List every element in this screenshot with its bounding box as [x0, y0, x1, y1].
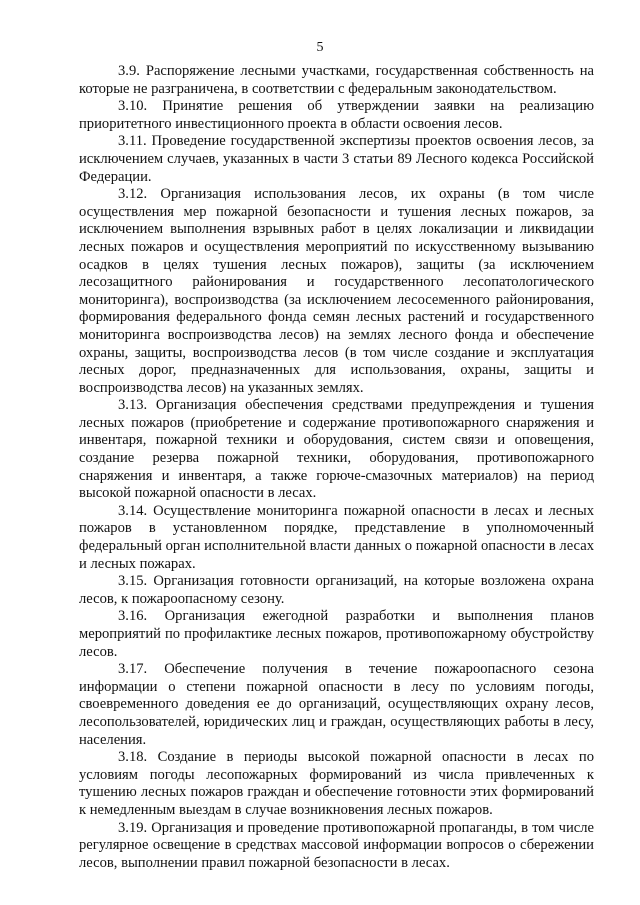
paragraph-3-10: 3.10. Принятие решения об утверждении заявки на реализацию приоритетного инвестиционного проекта в области освоения лесов. [79, 98, 594, 132]
paragraph-3-9: 3.9. Распоряжение лесными участками, государственная собственность на которые не разграничена, в соответствии с федеральным законодательством. [79, 63, 594, 97]
paragraph-3-14: 3.14. Осуществление мониторинга пожарной опасности в лесах и лесных пожаров в установленном порядке, представление в уполномоченный федеральный орган исполнительной власти данных о пожарной опасности в лесах и лесных пожарах. [79, 502, 594, 572]
paragraph-3-15: 3.15. Организация готовности организаций, на которые возложена охрана лесов, к пожароопасному сезону. [79, 573, 594, 607]
document-body [79, 63, 594, 872]
paragraph-3-16: 3.16. Организация ежегодной разработки и выполнения планов мероприятий по профилактике лесных пожаров, противопожарному обустройству лесов. [79, 608, 594, 660]
paragraph-3-13: 3.13. Организация обеспечения средствами предупреждения и тушения лесных пожаров (приобретение и содержание противопожарного снаряжения и инвентаря, пожарной техники и оборудования, систем связи и оповещения, создание резерва пожарной техники, оборудования, противопожарного снаряжения и инвентаря, а также горюче-смазочных материалов) на период высокой пожарной опасности в лесах. [79, 397, 594, 502]
paragraph-3-17: 3.17. Обеспечение получения в течение пожароопасного сезона информации о степени пожарной опасности в лесу по условиям погоды, своевременного доведения ее до организаций, осуществляющих охрану лесов, лесопользователей, юридических лиц и граждан, осуществляющих работы в лесу, населения. [79, 661, 594, 748]
paragraph-3-19: 3.19. Организация и проведение противопожарной пропаганды, в том числе регулярное освещение в средствах массовой информации вопросов о сбережении лесов, выполнении правил пожарной безопасности в лесах. [79, 819, 594, 871]
page-number: 5 [316, 40, 324, 55]
paragraph-3-18: 3.18. Создание в периоды высокой пожарной опасности в лесах по условиям погоды лесопожарных формирований из числа привлеченных к тушению лесных пожаров граждан и обеспечение готовности этих формирований к немедленным выездам в случае возникновения лесных пожаров. [79, 749, 594, 818]
paragraph-3-12: 3.12. Организация использования лесов, их охраны (в том числе осуществления мер пожарной безопасности и тушения лесных пожаров, за исключением выполнения взрывных работ в целях локализации и ликвидации лесных пожаров и осуществления мероприятий по искусственному вызыванию осадков в целях тушения лесных пожаров), защиты (за исключением лесозащитного районирования и государственного лесопатологического мониторинга), воспроизводства (за исключением лесосеменного районирования, формирования федерального фонда семян лесных растений и государственного мониторинга воспроизводства лесов) на землях лесного фонда и обеспечение охраны, защиты, воспроизводства лесов (в том числе создание и эксплуатация лесных дорог, предназначенных для использования, охраны, защиты и воспроизводства лесов) на указанных землях. [79, 186, 594, 396]
paragraph-3-11: 3.11. Проведение государственной экспертизы проектов освоения лесов, за исключением случаев, указанных в части 3 статьи 89 Лесного кодекса Российской Федерации. [79, 133, 594, 185]
